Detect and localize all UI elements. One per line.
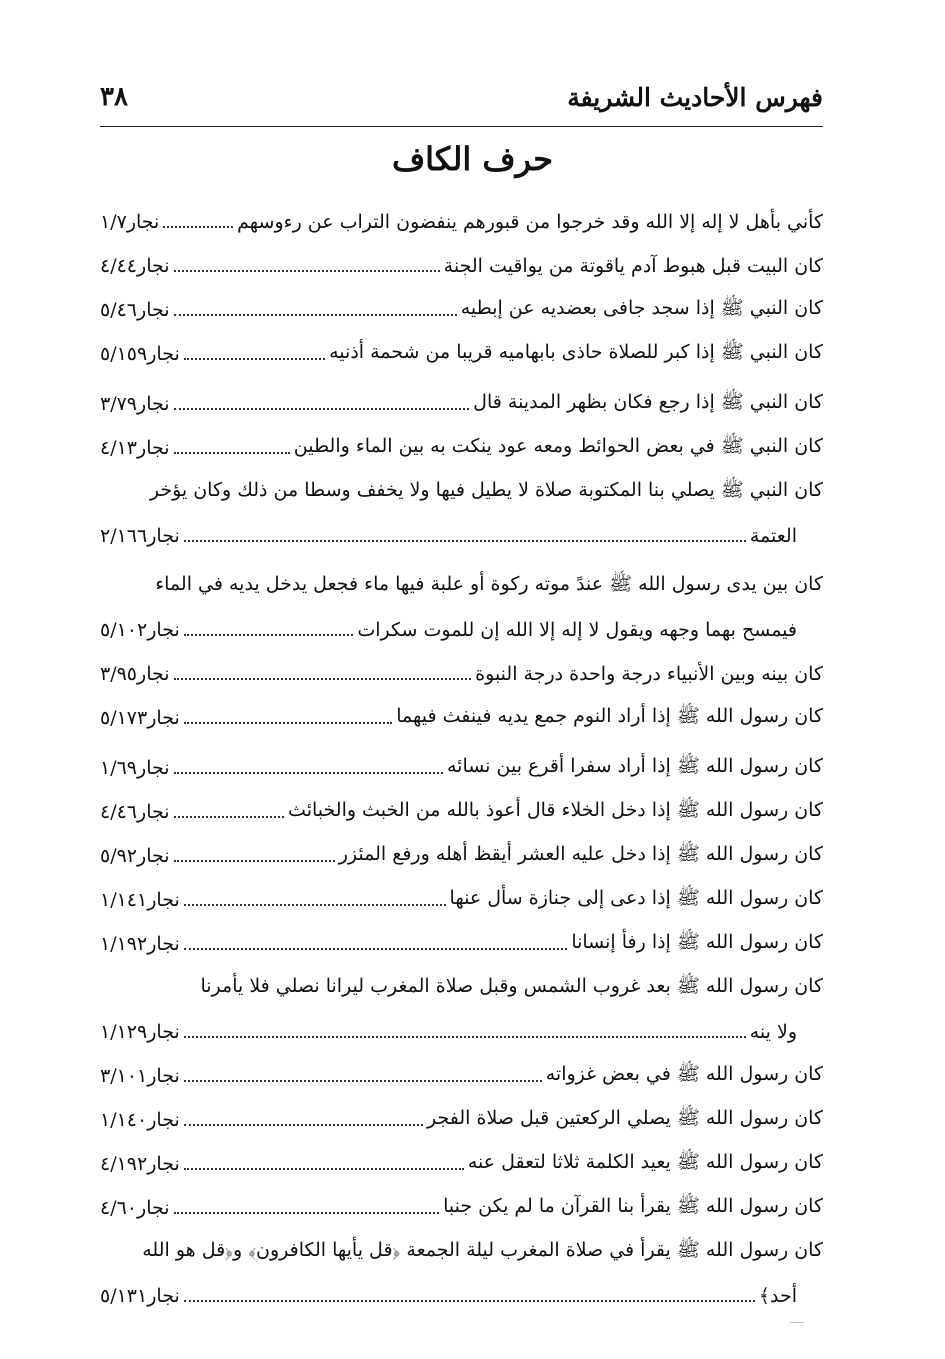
index-entry xyxy=(100,922,823,966)
section-title: حرف الكاف xyxy=(392,140,553,178)
index-entry xyxy=(100,1230,823,1318)
index-entry xyxy=(100,746,823,790)
entry-text: كان النبي ﷺ يصلي بنا المكتوبة صلاة لا يطيل فيها ولا يخفف وسطا من ذلك وكان يؤخر xyxy=(149,479,823,501)
entry-text: كان رسول الله ﷺ إذا دخل الخلاء قال أعوذ بالله من الخبث والخبائث xyxy=(288,799,823,821)
entry-ref: نجار٣/٩٥ xyxy=(100,663,170,685)
entry-text: كان البيت قبل هبوط آدم ياقوتة من يواقيت الجنة xyxy=(443,255,823,277)
entry-ref: نجار٥/١٥٩ xyxy=(100,343,180,365)
index-entry xyxy=(100,790,823,834)
entry-ref: نجار٤/٤٤ xyxy=(100,255,170,277)
entry-ref: نجار٤/١٩٢ xyxy=(100,1153,180,1175)
entry-text: كان النبي ﷺ في بعض الحوائط ومعه عود ينكت به بين الماء والطين xyxy=(293,435,823,457)
index-entry xyxy=(100,1186,823,1230)
entry-text: كان رسول الله ﷺ إذا دعى إلى جنازة سأل عنها xyxy=(449,887,823,909)
entry-ref: نجار٤/٦٠ xyxy=(100,1197,170,1219)
index-entry xyxy=(100,1098,823,1142)
entry-text: كان بينه وبين الأنبياء درجة واحدة درجة النبوة xyxy=(475,663,823,685)
entry-text: كان رسول الله ﷺ إذا رفأ إنسانا xyxy=(571,931,823,953)
index-entry xyxy=(100,834,823,878)
entry-text: كان النبي ﷺ إذا رجع فكان بظهر المدينة قال xyxy=(473,391,823,413)
entry-ref: نجار١/١٩٢ xyxy=(100,933,180,955)
entry-ref: نجار١/١٢٩ xyxy=(100,1021,180,1043)
entry-text: كان رسول الله ﷺ يقرأ في صلاة المغرب ليلة الجمعة ﴿قل يأيها الكافرون﴾ و﴿قل هو الله xyxy=(142,1239,823,1261)
entry-ref: نجار٣/١٠١ xyxy=(100,1065,180,1087)
entry-ref: نجار٢/١٦٦ xyxy=(100,525,180,547)
index-entry xyxy=(100,1142,823,1186)
entry-ref: نجار١/٧ xyxy=(100,211,160,233)
entry-ref: نجار٥/١٧٣ xyxy=(100,707,180,729)
entry-ref: نجار٣/٧٩ xyxy=(100,393,170,415)
hadith-index-list xyxy=(100,200,823,1318)
entry-ref: نجار٤/١٣ xyxy=(100,437,170,459)
entry-text: كان رسول الله ﷺ إذا أراد النوم جمع يديه فينفث فيهما xyxy=(396,705,823,727)
entry-text: كان رسول الله ﷺ بعد غروب الشمس وقبل صلاة المغرب ليرانا نصلي فلا يأمرنا xyxy=(200,975,823,997)
index-entry xyxy=(100,1054,823,1098)
entry-ref: نجار١/١٤٠ xyxy=(100,1109,180,1131)
entry-ref: نجار٥/١٠٢ xyxy=(100,619,180,641)
index-entry xyxy=(100,382,823,426)
entry-text: كان النبي ﷺ إذا كبر للصلاة حاذى بابهاميه قريبا من شحمة أذنيه xyxy=(329,341,823,363)
entry-ref: نجار٤/٤٦ xyxy=(100,801,170,823)
entry-ref: نجار١/٦٩ xyxy=(100,757,170,779)
index-entry xyxy=(100,652,823,696)
header-rule xyxy=(100,126,823,127)
entry-text-continued: أحد﴾ xyxy=(758,1285,797,1307)
index-entry xyxy=(100,696,823,740)
index-entry xyxy=(100,332,823,376)
index-entry xyxy=(100,878,823,922)
page-header xyxy=(100,74,823,120)
entry-text: كان رسول الله ﷺ يعيد الكلمة ثلاثا لتعقل عنه xyxy=(467,1151,823,1173)
entry-ref: نجار٥/٤٦ xyxy=(100,299,170,321)
entry-ref: نجار٥/٩٢ xyxy=(100,845,170,867)
entry-ref: نجار١/١٤١ xyxy=(100,889,180,911)
index-entry xyxy=(100,426,823,470)
index-entry xyxy=(100,564,823,652)
entry-text: كان رسول الله ﷺ إذا أراد سفرا أقرع بين نسائه xyxy=(446,755,823,777)
entry-text: كأني بأهل لا إله إلا الله وقد خرجوا من قبورهم ينفضون التراب عن رءوسهم xyxy=(237,211,823,233)
entry-ref: نجار٥/١٣١ xyxy=(100,1285,180,1307)
entry-text: كان رسول الله ﷺ يصلي الركعتين قبل صلاة الفجر xyxy=(427,1107,823,1129)
entry-text-continued: العتمة xyxy=(749,525,797,547)
index-entry xyxy=(100,200,823,244)
running-title: فهرس الأحاديث الشريفة xyxy=(567,82,823,112)
entry-text: كان رسول الله ﷺ في بعض غزواته xyxy=(545,1063,823,1085)
index-entry xyxy=(100,288,823,332)
scan-mark xyxy=(790,1322,804,1323)
entry-text: كان رسول الله ﷺ إذا دخل عليه العشر أيقظ أهله ورفع المئزر xyxy=(338,843,823,865)
index-entry xyxy=(100,244,823,288)
entry-text-continued: فيمسح بهما وجهه ويقول لا إله إلا الله إن للموت سكرات xyxy=(357,619,797,641)
entry-text: كان النبي ﷺ إذا سجد جافى بعضديه عن إبطيه xyxy=(460,297,823,319)
index-entry xyxy=(100,470,823,558)
index-entry xyxy=(100,966,823,1054)
page-number: ٣٨ xyxy=(100,82,128,112)
entry-text: كان بين يدى رسول الله ﷺ عندً موته ركوة أو علبة فيها ماء فجعل يدخل يديه في الماء xyxy=(155,573,823,595)
entry-text-continued: ولا ينه xyxy=(749,1021,797,1043)
entry-text: كان رسول الله ﷺ يقرأ بنا القرآن ما لم يكن جنبا xyxy=(443,1195,823,1217)
